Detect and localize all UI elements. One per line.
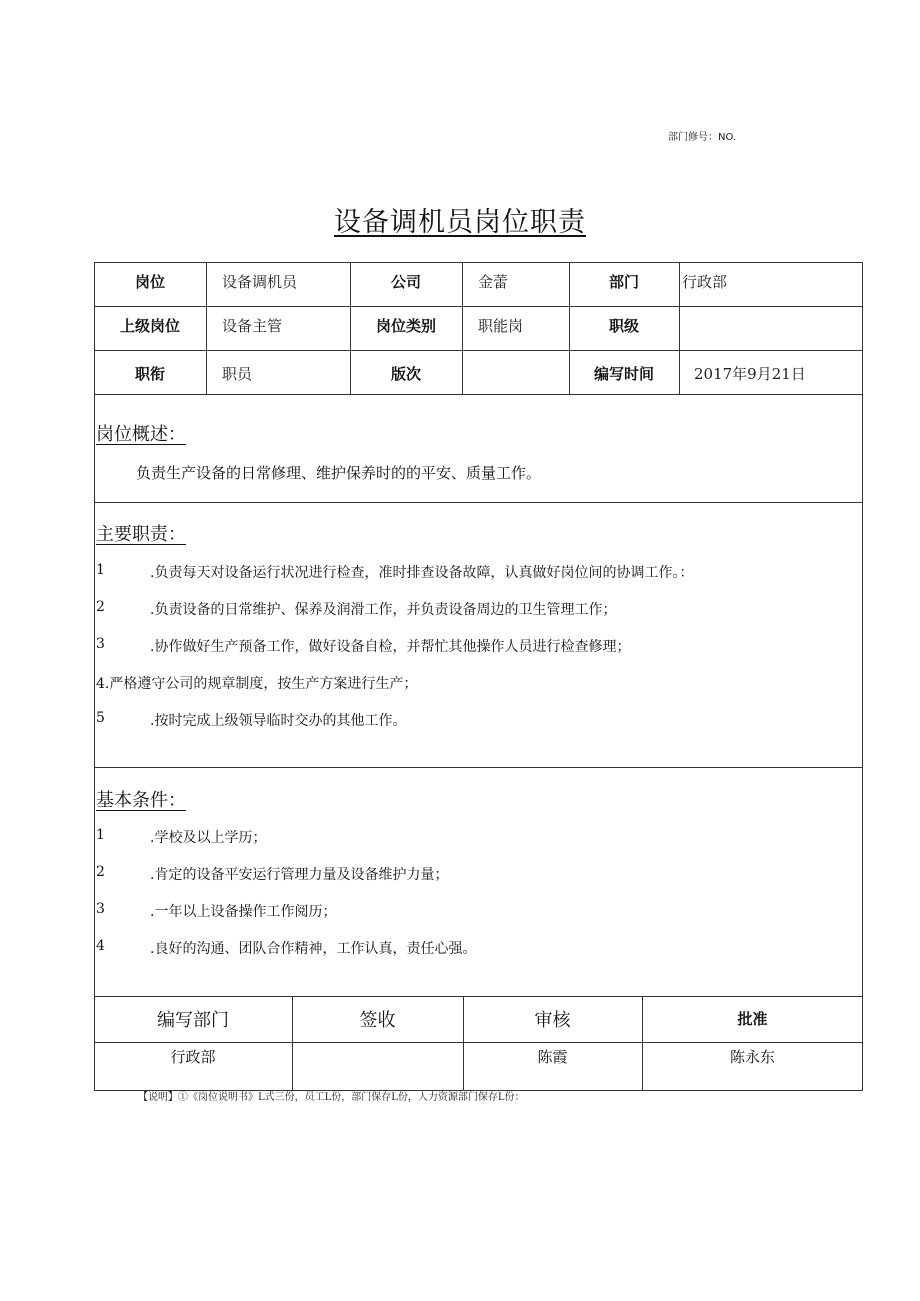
requirement-item: .学校及以上学历；	[150, 830, 267, 846]
duty-number: 1	[96, 562, 105, 578]
post-label: 岗位	[134, 273, 165, 291]
company-label: 公司	[390, 273, 421, 291]
overview-heading: 岗位概述：	[96, 424, 186, 445]
title-value: 职员	[222, 365, 253, 383]
requirement-number: 2	[96, 864, 105, 880]
overview-text: 负责生产设备的日常修理、维护保养时的的平安、质量工作。	[136, 464, 542, 482]
requirement-item: .肯定的设备平安运行管理力量及设备维护力量；	[150, 867, 449, 883]
doc-number: 部门修号：NO.	[668, 132, 737, 143]
duty-item: 4.严格遵守公司的规章制度，按生产方案进行生产；	[96, 676, 418, 692]
category-label: 岗位类别	[375, 317, 436, 335]
post-value: 设备调机员	[222, 273, 298, 291]
signoff-header-received: 签收	[359, 1010, 396, 1031]
duties-heading: 主要职责：	[96, 524, 186, 545]
requirements-heading: 基本条件：	[96, 790, 186, 811]
company-value: 金蕾	[478, 273, 509, 291]
duty-item: .协作做好生产预备工作，做好设备自检，并帮忙其他操作人员进行检查修理；	[150, 639, 631, 655]
duty-item: .负责每天对设备运行状况进行检查，准时排查设备故障，认真做好岗位间的协调工作。：	[150, 565, 694, 581]
superior-value: 设备主管	[222, 317, 283, 335]
signoff-header-review: 审核	[534, 1010, 571, 1031]
requirement-item: .一年以上设备操作工作阅历；	[150, 904, 337, 920]
duty-number: 2	[96, 599, 105, 615]
level-label: 职级	[608, 317, 639, 335]
signoff-header-author-dept: 编写部门	[157, 1010, 229, 1031]
requirement-item: .良好的沟通、团队合作精神，工作认真，责任心强。	[150, 941, 477, 957]
requirement-number: 1	[96, 827, 105, 843]
requirement-number: 4	[96, 938, 105, 954]
signoff-author-dept: 行政部	[170, 1048, 216, 1066]
duty-item: .负责设备的日常维护、保养及润滑工作，并负责设备周边的卫生管理工作；	[150, 602, 617, 618]
written-label: 编写时间	[593, 365, 654, 383]
category-value: 职能岗	[478, 317, 524, 335]
footnote: 【说明】①《岗位说明书》L式三份，员工L份，部门保存L份，人力资源部门保存L份：	[138, 1092, 525, 1103]
dept-value: 行政部	[682, 273, 728, 291]
requirement-number: 3	[96, 901, 105, 917]
version-label: 版次	[390, 365, 421, 383]
duty-number: 3	[96, 636, 105, 652]
signoff-header-approve: 批准	[737, 1010, 768, 1028]
title-label: 职衔	[134, 365, 165, 383]
duty-number: 5	[96, 710, 105, 726]
signoff-approver: 陈永东	[729, 1048, 775, 1066]
page-title: 设备调机员岗位职责	[334, 207, 586, 238]
signoff-reviewer: 陈霞	[537, 1048, 568, 1066]
superior-label: 上级岗位	[119, 317, 180, 335]
dept-label: 部门	[608, 273, 639, 291]
written-value: 2017年9月21日	[694, 365, 806, 383]
duty-item: .按时完成上级领导临时交办的其他工作。	[150, 713, 407, 729]
